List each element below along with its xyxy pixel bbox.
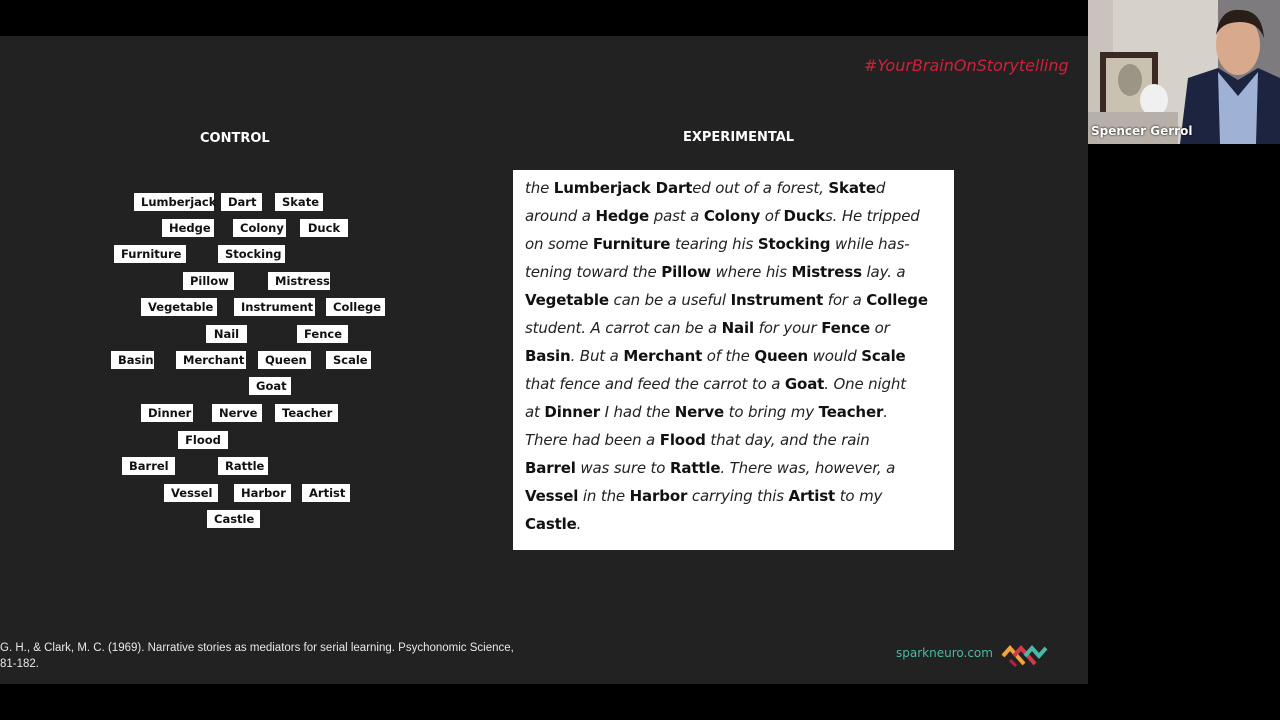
control-word-tile: Hedge [162,219,214,237]
story-line: around a Hedge past a Colony of Ducks. He tripped [525,207,920,225]
experimental-heading: EXPERIMENTAL [683,130,795,145]
story-line: Vegetable can be a useful Instrument for a College [525,291,928,309]
control-word-tile: Stocking [218,245,285,263]
story-line: at Dinner I had the Nerve to bring my Teacher. [525,403,888,421]
story-keyword: Harbor [629,487,688,505]
story-keyword: Basin [525,347,571,365]
story-keyword: Furniture [592,235,671,253]
control-word-tile: Merchant [176,351,246,369]
story-keyword: Pillow [661,263,711,281]
hashtag-title: #YourBrainOnStorytelling [864,56,1069,75]
story-line: tening toward the Pillow where his Mistress lay. a [525,263,906,281]
control-word-tile: Vessel [164,484,218,502]
webcam-video-tile[interactable] [1088,0,1280,144]
story-keyword: Hedge [595,207,650,225]
story-line: Vessel in the Harbor carrying this Artist to my [525,487,883,505]
control-word-tile: Fence [297,325,348,343]
story-keyword: Flood [659,431,706,449]
control-word-tile: Artist [302,484,350,502]
story-keyword: Nerve [674,403,725,421]
control-word-tile: Pillow [183,272,234,290]
control-word-tile: Harbor [234,484,291,502]
story-keyword: Vessel [525,487,579,505]
story-keyword: Stocking [757,235,831,253]
story-keyword: Rattle [669,459,721,477]
control-word-tile: Rattle [218,457,268,475]
story-line: student. A carrot can be a Nail for your Fence or [525,319,890,337]
story-keyword: Castle [525,515,577,533]
story-keyword: Mistress [791,263,862,281]
control-word-tile: Queen [258,351,311,369]
story-keyword: Lumberjack Dart [553,179,693,197]
sparkneuro-logo-icon [1000,640,1050,668]
story-keyword: Fence [821,319,870,337]
control-word-tile: Nail [206,325,247,343]
citation-line-1: G. H., & Clark, M. C. (1969). Narrative stories as mediators for serial learning. Psychonomic Science, [0,642,514,654]
citation [0,640,514,672]
story-keyword: Dinner [544,403,601,421]
control-heading: CONTROL [200,131,270,146]
control-word-tile: College [326,298,385,316]
control-word-tile: Nerve [212,404,262,422]
story-keyword: Goat [784,375,825,393]
control-word-tile: Colony [233,219,286,237]
citation-line-2: 81-182. [0,658,40,670]
story-keyword: Duck [783,207,825,225]
website-link: sparkneuro.com [896,646,993,660]
control-word-tile: Skate [275,193,323,211]
story-line: that fence and feed the carrot to a Goat. One night [525,375,906,393]
control-word-tile: Dinner [141,404,193,422]
story-line: There had been a Flood that day, and the rain [525,431,870,449]
participant-name-label: Spencer Gerrol [1091,124,1193,138]
control-word-tile: Barrel [122,457,175,475]
control-word-tile: Basin [111,351,154,369]
story-keyword: Colony [703,207,761,225]
experimental-story-box [513,170,954,550]
story-keyword: Instrument [730,291,824,309]
control-word-tile: Castle [207,510,260,528]
story-line: Barrel was sure to Rattle. There was, however, a [525,459,896,477]
story-keyword: Vegetable [525,291,609,309]
story-keyword: College [866,291,928,309]
control-word-tile: Scale [326,351,371,369]
story-line: Basin. But a Merchant of the Queen would Scale [525,347,906,365]
story-keyword: Teacher [818,403,884,421]
control-word-tile: Vegetable [141,298,217,316]
control-word-tile: Goat [249,377,291,395]
control-word-tile: Teacher [275,404,338,422]
control-word-tile: Lumberjack [134,193,214,211]
story-keyword: Barrel [525,459,576,477]
story-keyword: Nail [721,319,755,337]
control-word-tile: Flood [178,431,228,449]
story-keyword: Queen [754,347,809,365]
story-keyword: Scale [861,347,906,365]
story-text [525,174,944,538]
control-word-tile: Dart [221,193,262,211]
control-word-tile: Duck [300,219,348,237]
webcam-feed-image [1088,0,1280,144]
story-keyword: Artist [788,487,836,505]
control-word-tile: Furniture [114,245,186,263]
control-word-tile: Mistress [268,272,330,290]
presentation-slide [0,36,1088,684]
story-line: the Lumberjack Darted out of a forest, Skated [525,179,886,197]
story-line: Castle. [525,515,582,533]
story-keyword: Merchant [623,347,703,365]
story-keyword: Skate [828,179,876,197]
story-line: on some Furniture tearing his Stocking while has- [525,235,910,253]
control-word-tile: Instrument [234,298,315,316]
